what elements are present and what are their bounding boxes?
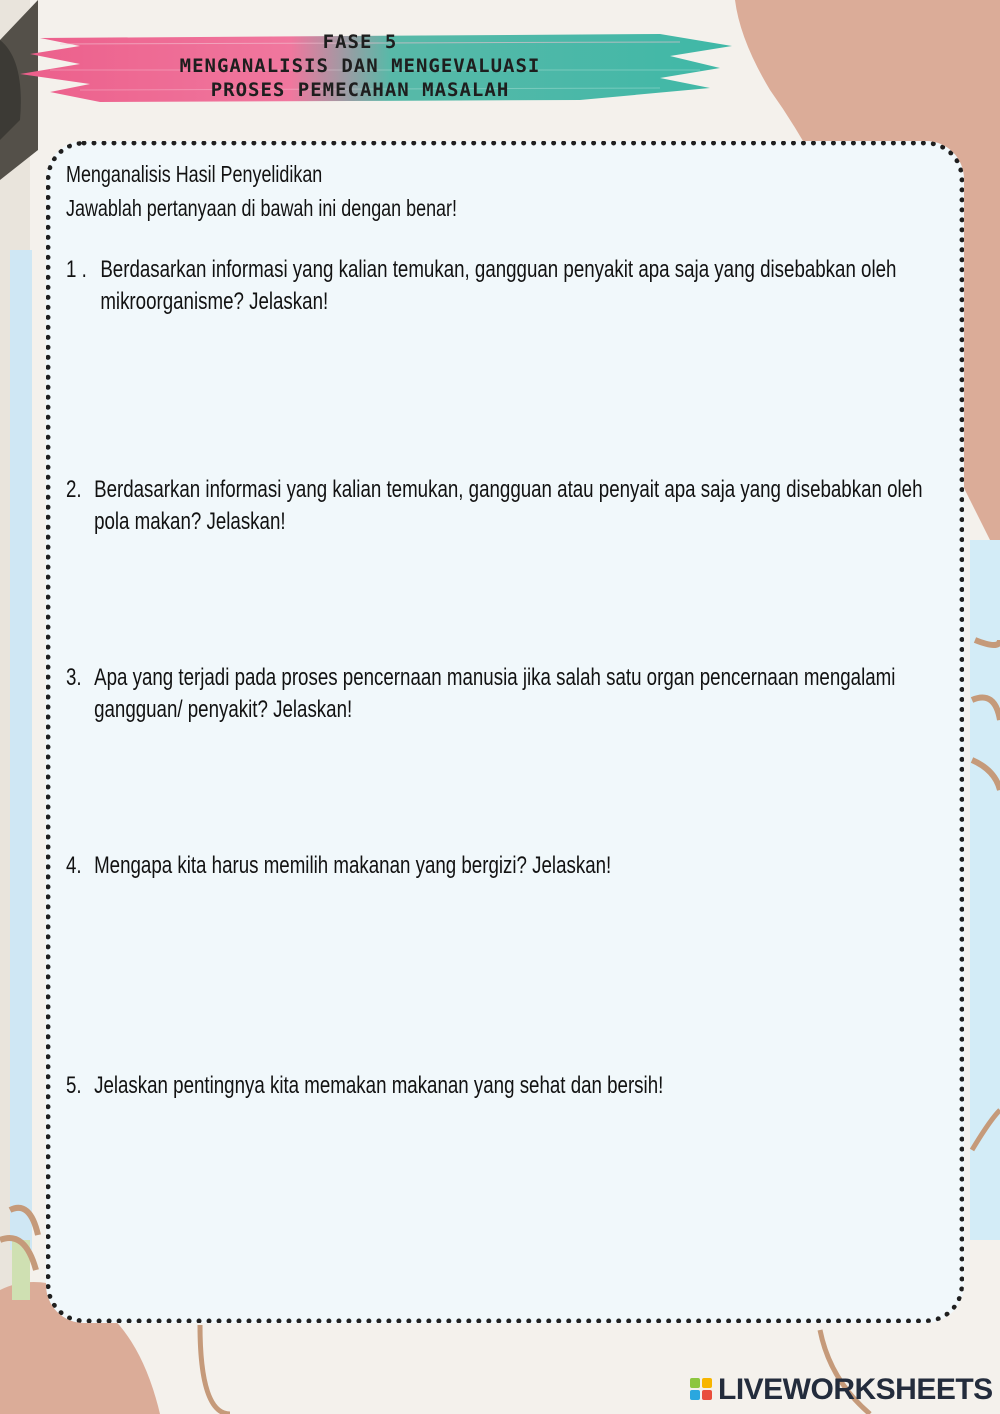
question-text: Berdasarkan informasi yang kalian temukan, gangguan penyakit apa saja yang disebabkan oleh mikroorganisme? Jelaskan! (100, 256, 897, 315)
question-text: Apa yang terjadi pada proses pencernaan manusia jika salah satu organ pencernaan mengalami gangguan/ penyakit? Jelaskan! (94, 664, 896, 723)
question-1 (66, 254, 947, 318)
liveworksheets-logo[interactable] (690, 1372, 993, 1408)
question-number: 4. (66, 852, 82, 879)
worksheet-heading: Menganalisis Hasil Penyelidikan (66, 161, 323, 187)
question-2 (66, 474, 947, 538)
liveworksheets-logo-icon (690, 1378, 714, 1402)
question-4 (66, 850, 947, 882)
liveworksheets-wordmark: LIVEWORKSHEETS (718, 1373, 993, 1406)
question-text: Jelaskan pentingnya kita memakan makanan yang sehat dan bersih! (94, 1072, 664, 1099)
question-number: 2. (66, 476, 82, 503)
banner-subtitle-line2: PROSES PEMECAHAN MASALAH (210, 79, 510, 101)
banner-subtitle-line1: MENGANALISIS DAN MENGEVALUASI (179, 55, 541, 77)
question-5 (66, 1070, 947, 1102)
banner-phase: FASE 5 (322, 31, 398, 53)
banner-title (100, 30, 620, 102)
question-text: Berdasarkan informasi yang kalian temukan, gangguan atau penyait apa saja yang disebabkan oleh pola makan? Jelaskan! (94, 476, 923, 535)
question-text: Mengapa kita harus memilih makanan yang bergizi? Jelaskan! (94, 852, 612, 879)
question-3 (66, 662, 947, 726)
question-number: 5. (66, 1072, 82, 1099)
question-number: 1 . (66, 256, 87, 283)
question-number: 3. (66, 664, 82, 691)
worksheet-panel (46, 141, 964, 1323)
worksheet-instruction: Jawablah pertanyaan di bawah ini dengan benar! (66, 195, 457, 221)
